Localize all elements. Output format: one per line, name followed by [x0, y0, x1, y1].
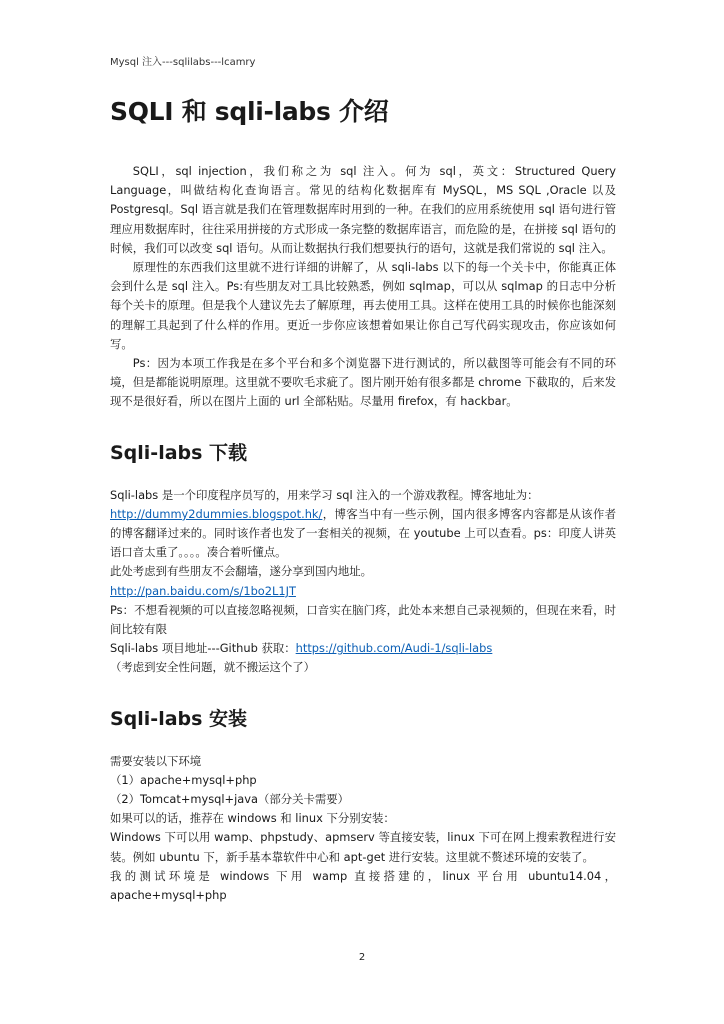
download-paragraph-pan: [110, 582, 616, 601]
github-prefix: Sqli-labs 项目地址---Github 获取：: [110, 641, 296, 656]
install-paragraph-4: 如果可以的话，推荐在 windows 和 linux 下分别安装：: [110, 811, 395, 826]
intro-paragraph-1: SQLI，sql injection，我们称之为 sql 注入。何为 sql，英文：Structured Query Language，叫做结构化查询语言。常见的结构化数据库有 MySQL，MS SQL ,Oracle 以及 Postgresql。Sql 语言就是我们在管理数据库时用到的一种。在我们的应用系统使用 sql 语句进行管理应用数据库时，往往采用拼接的方式形成一条完整的数据库语言，而危险的是，在拼接 sql 语句的时候，我们可以改变 sql 语句。从而让数据执行我们想要执行的语句，这就是我们常说的 sql 注入。: [110, 164, 616, 255]
download-paragraph-3: Ps：不想看视频的可以直接忽略视频，口音实在脑门疼，此处本来想自己录视频的，但现在来看，时间比较有限: [110, 602, 616, 637]
running-header: Mysql 注入---sqlilabs---lcamry: [110, 57, 256, 68]
download-paragraph-1: Sqli-labs 是一个印度程序员写的，用来学习 sql 注入的一个游戏教程。博客地址为：: [110, 487, 539, 502]
pan-baidu-link[interactable]: http://pan.baidu.com/s/1bo2L1JT: [110, 583, 296, 598]
install-paragraph-5: Windows 下可以用 wamp、phpstudy、apmserv 等直接安装，linux 下可在网上搜索教程进行安装。例如 ubuntu 下，新手基本靠软件中心和 apt-get 进行安装。这里就不赘述环境的安装了。: [110, 830, 616, 864]
github-link[interactable]: https://github.com/Audi-1/sqli-labs: [295, 641, 493, 656]
section-heading-download: Sqli-labs 下载: [110, 441, 248, 464]
page-number: 2: [358, 952, 366, 963]
intro-paragraph-3: Ps：因为本项工作我是在多个平台和多个浏览器下进行测试的，所以截图等可能会有不同的环境，但是都能说明原理。这里就不要吹毛求疵了。图片刚开始有很多都是 chrome 下截取的，后来发现不是很好看，所以在图片上面的 url 全部粘贴。尽量用 firefox，有 hackbar。: [110, 356, 616, 409]
document-title: SQLI 和 sqli-labs 介绍: [110, 97, 389, 126]
intro-paragraph-2: 原理性的东西我们这里就不进行详细的讲解了，从 sqli-labs 以下的每一个关卡中，你能真正体会到什么是 sql 注入。Ps:有些朋友对工具比较熟悉，例如 sqlmap，可以从 sqlmap 的日志中分析每个关卡的原理。但是我个人建议先去了解原理，再去使用工具。这样在使用工具的时候你也能深刻的理解工具起到了什么样的作用。更近一步你应该想着如果让你自己写代码实现攻击，你应该如何写。: [110, 260, 616, 351]
install-paragraph-3: （2）Tomcat+mysql+java（部分关卡需要）: [110, 792, 350, 807]
download-paragraph-2: 此处考虑到有些朋友不会翻墙，遂分享到国内地址。: [110, 564, 372, 579]
download-paragraph-5: （考虑到安全性问题，就不搬运这个了）: [110, 660, 316, 675]
install-paragraph-6: 我的测试环境是 windows 下用 wamp 直接搭建的，linux 平台用 ubuntu14.04，apache+mysql+php: [110, 868, 616, 903]
section-heading-install: Sqli-labs 安装: [110, 707, 248, 730]
download-paragraph-4: [110, 639, 616, 658]
install-paragraph-2: （1）apache+mysql+php: [110, 772, 257, 787]
download-blog-text: ，博客当中有一些示例，国内很多博客内容都是从该作者的博客翻译过来的。同时该作者也发了一套相关的视频，在 youtube 上可以查看。ps：印度人讲英语口音太重了。。。。凑合着听懂点。: [110, 506, 616, 560]
install-paragraph-1: 需要安装以下环境: [110, 753, 202, 768]
blog-link[interactable]: http://dummy2dummies.blogspot.hk/: [110, 506, 323, 521]
download-paragraph-blog: [110, 505, 616, 563]
document-body: [110, 92, 616, 905]
